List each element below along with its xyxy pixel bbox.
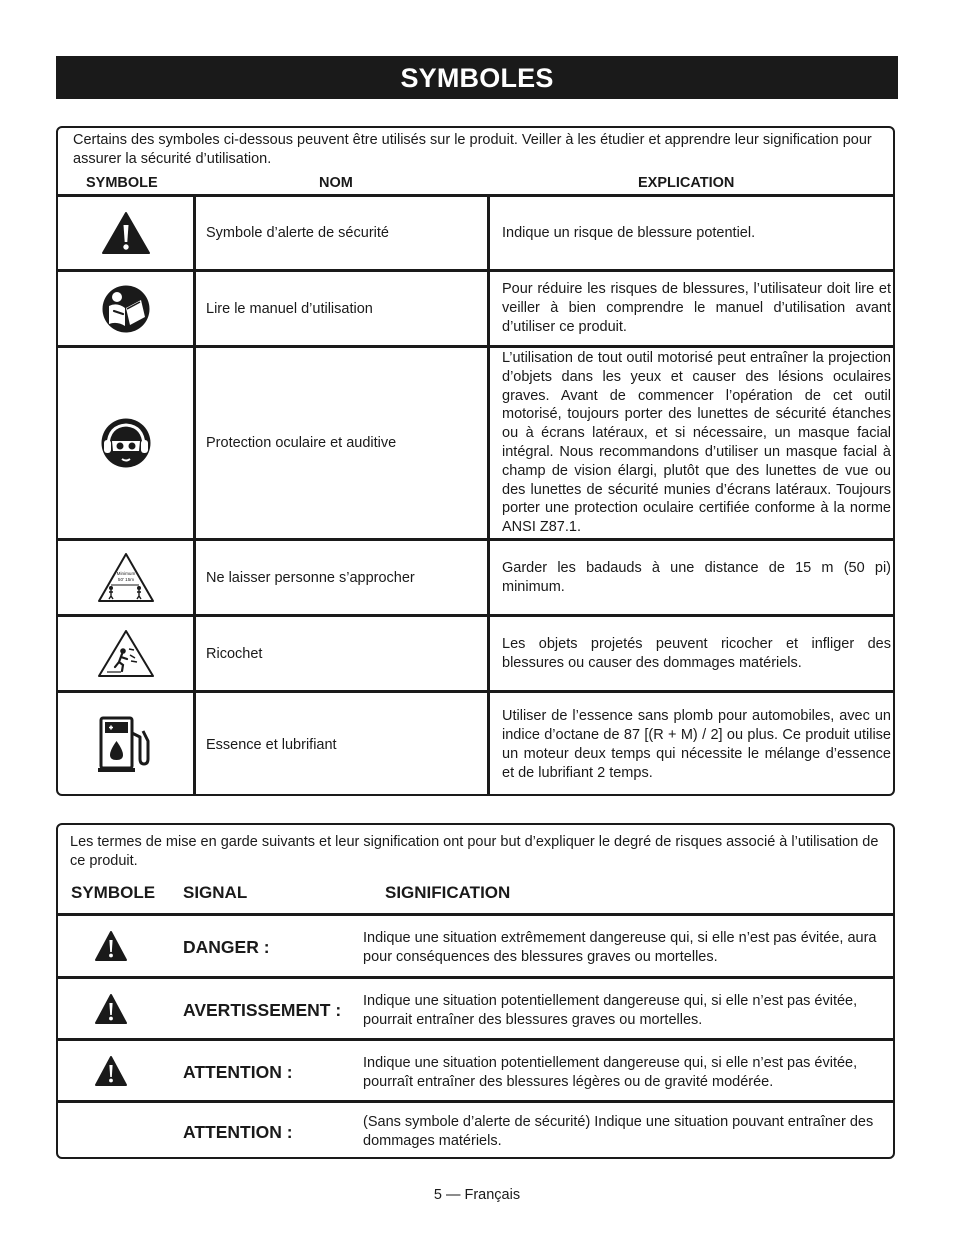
- page-title: SYMBOLES: [56, 56, 898, 99]
- signal-word: ATTENTION :: [183, 1122, 293, 1142]
- signal-meaning: Indique une situation potentiellement dangereuse qui, si elle n’est pas évitée, pourrait entraîner des blessures graves ou mortelles.: [363, 993, 858, 1028]
- symbol-name: Ne laisser personne s’approcher: [196, 541, 490, 614]
- icon-label-minimum: Minimum: [116, 570, 135, 576]
- signal-word: ATTENTION :: [183, 1062, 293, 1082]
- signal-word: AVERTISSEMENT :: [183, 1000, 342, 1020]
- eye-ear-protection-icon: [100, 417, 152, 469]
- icon-label-distance: 50' 15m: [117, 576, 134, 582]
- signal-row: [58, 1100, 893, 1159]
- signal-intro: Les termes de mise en garde suivants et leur signification ont pour but d’expliquer le degré de risques associé à l’utilisation de ce produit.: [70, 834, 879, 869]
- fuel-lubricant-icon: [96, 715, 156, 775]
- symbol-name: Essence et lubrifiant: [196, 693, 490, 796]
- safety-alert-icon: [101, 211, 151, 255]
- signal-word: DANGER :: [183, 937, 270, 957]
- safety-alert-icon: [94, 993, 128, 1025]
- header-explanation: EXPLICATION: [638, 175, 735, 191]
- symbol-explanation: Pour réduire les risques de blessures, l’utilisateur doit lire et veiller à bien comprendre le manuel d’utilisation avant d’utiliser ce produit.: [502, 281, 891, 335]
- signal-words-table: [56, 823, 895, 1159]
- signal-row: [58, 976, 893, 1038]
- keep-bystanders-away-icon: [97, 552, 155, 604]
- signal-row: [58, 1038, 893, 1100]
- symbol-explanation: L’utilisation de tout outil motorisé peut entraîner la projection d’objets dans les yeux et causer des lésions oculaires graves. Avant de commencer l’opération de cet outil motorisé, toujours porter des lunettes de sécurité étanches ou à écrans latéraux, et si nécessaire, un masque facial intégral. Nous recommandons d’utiliser un masque facial à champ de vision élargi, plutôt que des lunettes de vue ou des lunettes de sécurité munies d’écrans latéraux. Toujours porter une protection oculaire certifiée conforme à la norme ANSI Z87.1.: [502, 350, 891, 536]
- symbol-explanation: Garder les badauds à une distance de 15 m (50 pi) minimum.: [502, 559, 891, 595]
- read-manual-icon: [101, 284, 151, 334]
- symbol-explanation: Les objets projetés peuvent ricocher et infliger des blessures ou causer des dommages matériels.: [502, 635, 891, 671]
- header-symbol: SYMBOLE: [86, 175, 158, 191]
- symbol-row: [58, 269, 893, 345]
- symbols-table: [56, 126, 895, 796]
- symbol-name: Symbole d’alerte de sécurité: [196, 197, 490, 269]
- header-name: NOM: [319, 175, 353, 191]
- symbol-name: Ricochet: [196, 617, 490, 690]
- symbol-row: [58, 690, 893, 796]
- page-footer: 5 — Français: [433, 1187, 521, 1203]
- signal-meaning: Indique une situation extrêmement dangereuse qui, si elle n’est pas évitée, aura pour conséquences des blessures graves ou mortelles.: [363, 930, 877, 965]
- signal-meaning: Indique une situation potentiellement dangereuse qui, si elle n’est pas évitée, pourraît entraîner des blessures légères ou de gravité modérée.: [363, 1055, 858, 1090]
- safety-alert-icon: [94, 930, 128, 962]
- header-signal: SIGNAL: [183, 883, 248, 902]
- safety-alert-icon: [94, 1055, 128, 1087]
- symbol-name: Lire le manuel d’utilisation: [196, 272, 490, 345]
- header-meaning: SIGNIFICATION: [385, 883, 511, 902]
- symbol-row: [58, 345, 893, 538]
- ricochet-icon: [97, 629, 155, 679]
- header-symbol: SYMBOLE: [71, 883, 156, 902]
- symbol-row: [58, 614, 893, 690]
- symbol-name: Protection oculaire et auditive: [196, 348, 490, 538]
- signal-meaning: (Sans symbole d’alerte de sécurité) Indique une situation pouvant entraîner des dommages matériels.: [363, 1114, 874, 1149]
- signal-row: [58, 913, 893, 976]
- symbol-row: [58, 538, 893, 614]
- symbol-explanation: Utiliser de l’essence sans plomb pour automobiles, avec un indice d’octane de 87 [(R + M) / 2] ou plus. Ce produit utilise un moteur deux temps qui nécessite le mélange d’essence et de lubrifiant 2 temps.: [502, 708, 891, 781]
- symbol-row: [58, 194, 893, 269]
- symbol-explanation: Indique un risque de blessure potentiel.: [502, 224, 756, 241]
- symbols-intro: Certains des symboles ci-dessous peuvent être utilisés sur le produit. Veiller à les étudier et apprendre leur signification pour assurer la sécurité d’utilisation.: [73, 132, 872, 167]
